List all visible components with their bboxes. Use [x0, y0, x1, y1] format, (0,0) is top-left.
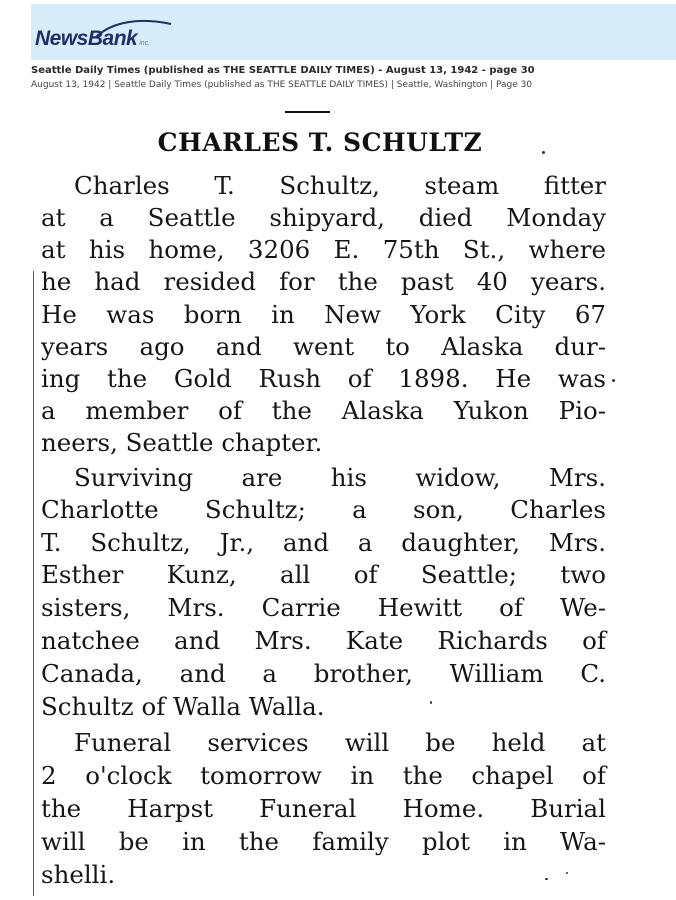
logo-swoosh-icon [93, 18, 173, 40]
article-line: at his home, 3206 E. 75th St., where [41, 235, 606, 264]
print-speck [545, 878, 548, 880]
citation-detail: August 13, 1942 | Seattle Daily Times (published as THE SEATTLE DAILY TIMES) | Seattle, Washington | Page 30 [31, 80, 533, 90]
article-line: Charlotte Schultz; a son, Charles [41, 495, 606, 524]
article-line: sisters, Mrs. Carrie Hewitt of We- [41, 593, 606, 622]
newsbank-logo[interactable] [35, 20, 150, 50]
article-line: Esther Kunz, all of Seattle; two [41, 560, 606, 589]
top-rule [285, 111, 330, 113]
article-line: Funeral services will be held at [74, 728, 606, 757]
article-line: years ago and went to Alaska dur- [41, 332, 606, 361]
print-speck [430, 701, 432, 704]
article-line: shelli. [41, 860, 116, 889]
clipping-edge [33, 271, 34, 896]
article-line: Canada, and a brother, William C. [41, 659, 606, 688]
print-speck [612, 379, 615, 382]
article-line: He was born in New York City 67 [41, 300, 606, 329]
article-headline: CHARLES T. SCHULTZ [157, 128, 483, 157]
article-line: at a Seattle shipyard, died Monday [41, 203, 606, 232]
print-speck [542, 151, 545, 154]
logo-text: NewsBank [35, 27, 138, 50]
citation-title: Seattle Daily Times (published as THE SEATTLE DAILY TIMES) - August 13, 1942 - page 30 [31, 65, 535, 76]
logo-suffix: inc. [139, 40, 151, 47]
article-line: neers, Seattle chapter. [41, 428, 323, 457]
article-line: the Harpst Funeral Home. Burial [41, 794, 606, 823]
article-line: ing the Gold Rush of 1898. He was [41, 364, 606, 393]
article-line: Surviving are his widow, Mrs. [74, 463, 606, 492]
article-line: will be in the family plot in Wa- [41, 827, 606, 856]
article-line: 2 o'clock tomorrow in the chapel of [41, 761, 606, 790]
newsbank-banner [31, 4, 676, 60]
article-clipping [0, 96, 676, 900]
article-line: a member of the Alaska Yukon Pio- [41, 396, 606, 425]
article-line: Schultz of Walla Walla. [41, 692, 325, 721]
article-line: he had resided for the past 40 years. [41, 267, 606, 296]
print-speck [566, 872, 568, 874]
article-line: natchee and Mrs. Kate Richards of [41, 626, 606, 655]
article-line: T. Schultz, Jr., and a daughter, Mrs. [41, 528, 606, 557]
article-line: Charles T. Schultz, steam fitter [74, 171, 606, 200]
